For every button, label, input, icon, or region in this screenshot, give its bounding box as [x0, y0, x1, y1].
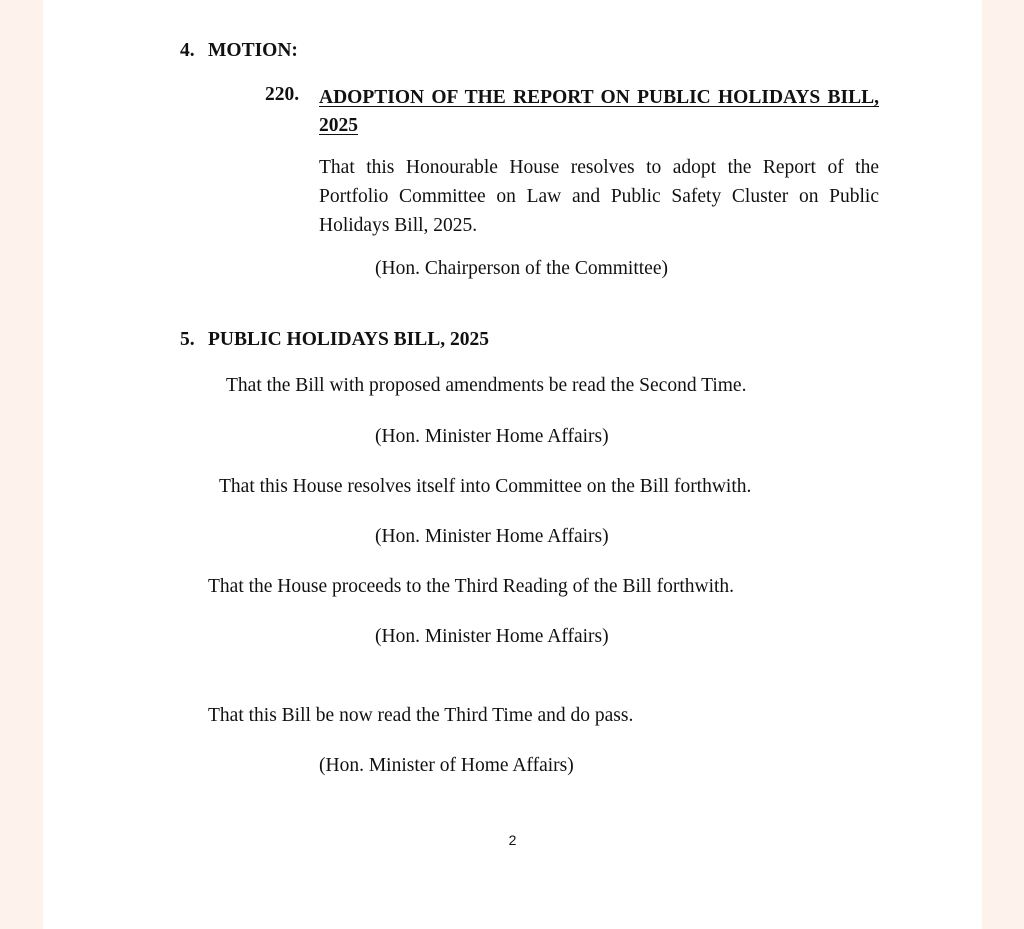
bill-motion-mover: (Hon. Minister Home Affairs): [375, 526, 609, 547]
page-number: 2: [508, 832, 517, 848]
bill-motion-text: That this House resolves itself into Committee on the Bill forthwith.: [219, 476, 752, 497]
bill-motion-text: That the House proceeds to the Third Reading of the Bill forthwith.: [208, 576, 735, 597]
bill-motion-mover: (Hon. Minister of Home Affairs): [319, 755, 574, 776]
bill-motion-mover: (Hon. Minister Home Affairs): [375, 426, 609, 447]
motion-number: 220.: [265, 84, 300, 105]
section-5-title: PUBLIC HOLIDAYS BILL, 2025: [208, 329, 490, 350]
bill-motion-mover: (Hon. Minister Home Affairs): [375, 626, 609, 647]
section-4-title: MOTION:: [208, 40, 298, 61]
section-5-number: 5.: [180, 329, 195, 350]
motion-mover: (Hon. Chairperson of the Committee): [375, 258, 668, 279]
bill-motion-text: That this Bill be now read the Third Time and do pass.: [208, 705, 634, 726]
bill-motion-text: That the Bill with proposed amendments be read the Second Time.: [226, 375, 747, 396]
motion-title: ADOPTION OF THE REPORT ON PUBLIC HOLIDAYS BILL, 2025: [319, 87, 879, 136]
section-4-number: 4.: [180, 40, 195, 61]
motion-text: That this Honourable House resolves to adopt the Report of the Portfolio Committee on Law and Public Safety Cluster on Public Holidays Bill, 2025.: [319, 157, 879, 236]
document-page: [43, 0, 982, 929]
